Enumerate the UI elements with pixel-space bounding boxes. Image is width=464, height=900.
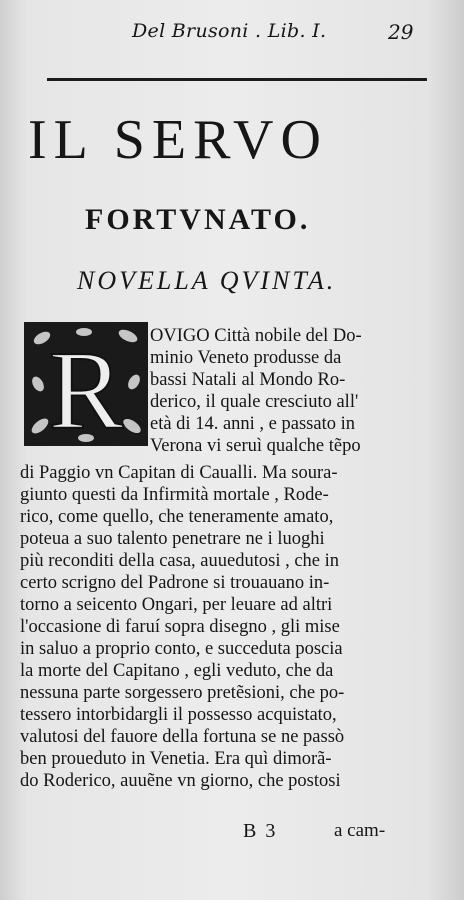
body-line-15: do Roderico, auuẽne vn giorno, che postosi <box>20 771 341 791</box>
body-line-10: la morte del Capitano , egli veduto, che da <box>20 661 334 681</box>
body-line-2: giunto questi da Infirmità mortale , Rode- <box>20 485 329 505</box>
body-line-6: certo scrigno del Padrone si trouauano in- <box>20 573 330 593</box>
chapter-subtitle: FORTVNATO. <box>85 203 311 236</box>
header-rule <box>47 78 427 81</box>
lead-line-1: OVIGO Città nobile del Do- <box>150 326 362 346</box>
body-line-14: ben proueduto in Venetia. Era quì dimorã- <box>20 749 332 769</box>
body-line-5: più reconditi della casa, auuedutosi , che in <box>20 551 340 571</box>
body-line-1: di Paggio vn Capitan di Caualli. Ma soura- <box>20 463 338 483</box>
body-line-11: nessuna parte sorgessero pretẽsioni, che po- <box>20 683 345 703</box>
ornament-initial-icon <box>24 322 148 446</box>
catchword: a cam- <box>334 820 386 841</box>
body-line-13: valutosi del fauore della fortuna se ne passò <box>20 727 345 747</box>
lead-line-6: Verona vi seruì qualche tẽpo <box>150 436 361 456</box>
lead-line-5: età di 14. anni , e passato in <box>150 414 355 434</box>
body-line-7: torno a seicento Ongari, per leuare ad altri <box>20 595 333 615</box>
page-number: 29 <box>388 20 414 44</box>
page-header <box>0 20 464 50</box>
running-head: Del Brusoni . Lib. I. <box>132 20 327 42</box>
novella-heading: NOVELLA QVINTA. <box>77 266 337 295</box>
body-line-3: rico, come quello, che teneramente amato, <box>20 507 334 527</box>
body-line-12: tessero intorbidargli il possesso acquistato, <box>20 705 337 725</box>
body-line-4: poteua a suo talento penetrare ne i luoghi <box>20 529 325 549</box>
page-footer <box>0 820 464 850</box>
body-line-8: l'occasione di faruí sopra disegno , gli mise <box>20 617 340 637</box>
lead-line-2: minio Veneto produsse da <box>150 348 342 368</box>
lead-line-3: bassi Natali al Mondo Ro- <box>150 370 346 390</box>
initial-letter: R <box>48 329 124 446</box>
signature-mark: B 3 <box>243 820 278 842</box>
body-line-9: in saluo a proprio conto, e succeduta poscia <box>20 639 343 659</box>
chapter-title: IL SERVO <box>28 109 328 171</box>
decorated-initial <box>24 322 148 446</box>
lead-line-4: derico, il quale cresciuto all' <box>150 392 359 412</box>
